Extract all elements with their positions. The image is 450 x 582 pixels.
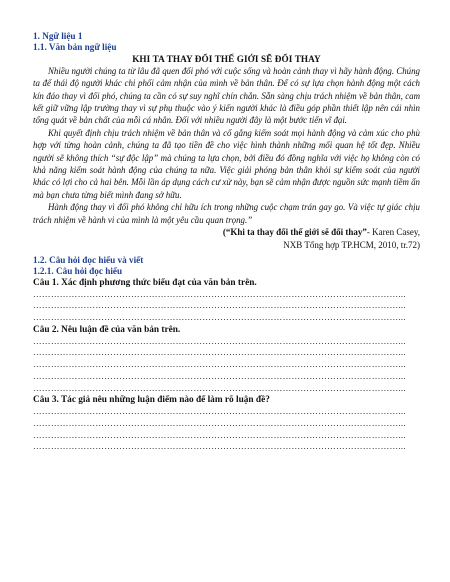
answer-line[interactable]: ……………………………………………………………………………………………………………...: [33, 370, 406, 381]
answer-line[interactable]: ……………………………………………………………………………………………………………...: [33, 418, 406, 428]
section-heading: 1. Ngữ liệu 1: [33, 31, 83, 41]
question-1: Câu 1. Xác định phương thức biểu đạt của văn bản trên.: [33, 277, 257, 288]
question-2: Câu 2. Nêu luận đề của văn bản trên.: [33, 324, 181, 335]
answer-line[interactable]: ……………………………………………………………………………………………………………...: [33, 312, 406, 323]
exercises-subheading: 1.2.1. Câu hỏi đọc hiểu: [33, 265, 123, 276]
citation-line-1: [33, 226, 420, 239]
citation-author: - Karen Casey,: [366, 227, 420, 238]
answer-line[interactable]: ……………………………………………………………………………………………………………...: [33, 335, 406, 346]
answer-line[interactable]: ……………………………………………………………………………………………………………...: [33, 441, 406, 452]
text-title: KHI TA THAY ĐỔI THẾ GIỚI SẼ ĐỔI THAY: [132, 53, 321, 64]
answer-line[interactable]: ……………………………………………………………………………………………………………...: [33, 359, 406, 370]
paragraph-1: Nhiều người chúng ta từ lâu đã quen đối phó với cuộc sống và hoàn cảnh thay vì hãy hành động. Chúng ta để thái độ người khác chi phối cảm nhận của mình về bản thân. Để có sự lựa chọn hành động một cách kín đáo thay vì đối phó, chúng ta cần có sự suy nghĩ chín chắn. Sẵn sàng chịu trách nhiệm về bản thân, cam kết giữ vững lập trường thay vì sự phụ thuộc vào ý kiến người khác là điều góp phần thiết lập nên cái nhìn tổng quát về bản chất của mỗi cá nhân. Đối với nhiều người đây là một bước tiến vĩ đại.: [33, 65, 420, 126]
answer-line[interactable]: ……………………………………………………………………………………………………………...: [33, 429, 406, 440]
question-3: Câu 3. Tác giả nêu những luận điểm nào để làm rõ luận đề?: [33, 395, 270, 406]
answer-line[interactable]: ……………………………………………………………………………………………………………...: [33, 382, 406, 393]
exercises-heading: 1.2. Câu hỏi đọc hiểu và viết: [33, 255, 144, 266]
answer-line[interactable]: ……………………………………………………………………………………………………………...: [33, 300, 406, 311]
answer-line[interactable]: ……………………………………………………………………………………………………………...: [33, 347, 406, 358]
section-subheading: 1.1. Văn bản ngữ liệu: [33, 41, 117, 52]
paragraph-3: Hành động thay vì đối phó không chỉ hữu ích trong những cuộc chạm trán gay go. Và việc tự giác chịu trách nhiệm về hành vi của mình là một yêu cầu quan trọng.”: [33, 202, 420, 225]
answer-line[interactable]: ……………………………………………………………………………………………………………...: [33, 406, 406, 417]
citation-title: (“Khi ta thay đổi thế giới sẽ đổi thay”: [222, 227, 367, 238]
paragraph-2: Khi quyết định chịu trách nhiệm về bản thân và cố gắng kiểm soát mọi hành động và cảm xúc cho phù hợp với từng hoàn cảnh, chúng ta đã tạo tiền đề cho việc hình thành những mối quan hệ tốt đẹp. Nhiều người sẽ không thích “sự độc lập” mà chúng ta lựa chọn, bởi điều đó đồng nghĩa với việc họ không còn có khả năng kiểm soát hành động của chúng ta nữa. Việc giải phóng bản thân khỏi sự kiểm soát của người khác có lợi cho cả hai bên. Mỗi lần áp dụng cách cư xử này, bạn sẽ cảm nhận được nguồn sức mạnh tiềm ẩn mà bạn chưa từng biết mình đang sở hữu.: [33, 127, 420, 200]
answer-line[interactable]: ……………………………………………………………………………………………………………...: [33, 288, 406, 299]
citation-publisher: NXB Tổng hợp TP.HCM, 2010, tr.72): [283, 240, 420, 251]
